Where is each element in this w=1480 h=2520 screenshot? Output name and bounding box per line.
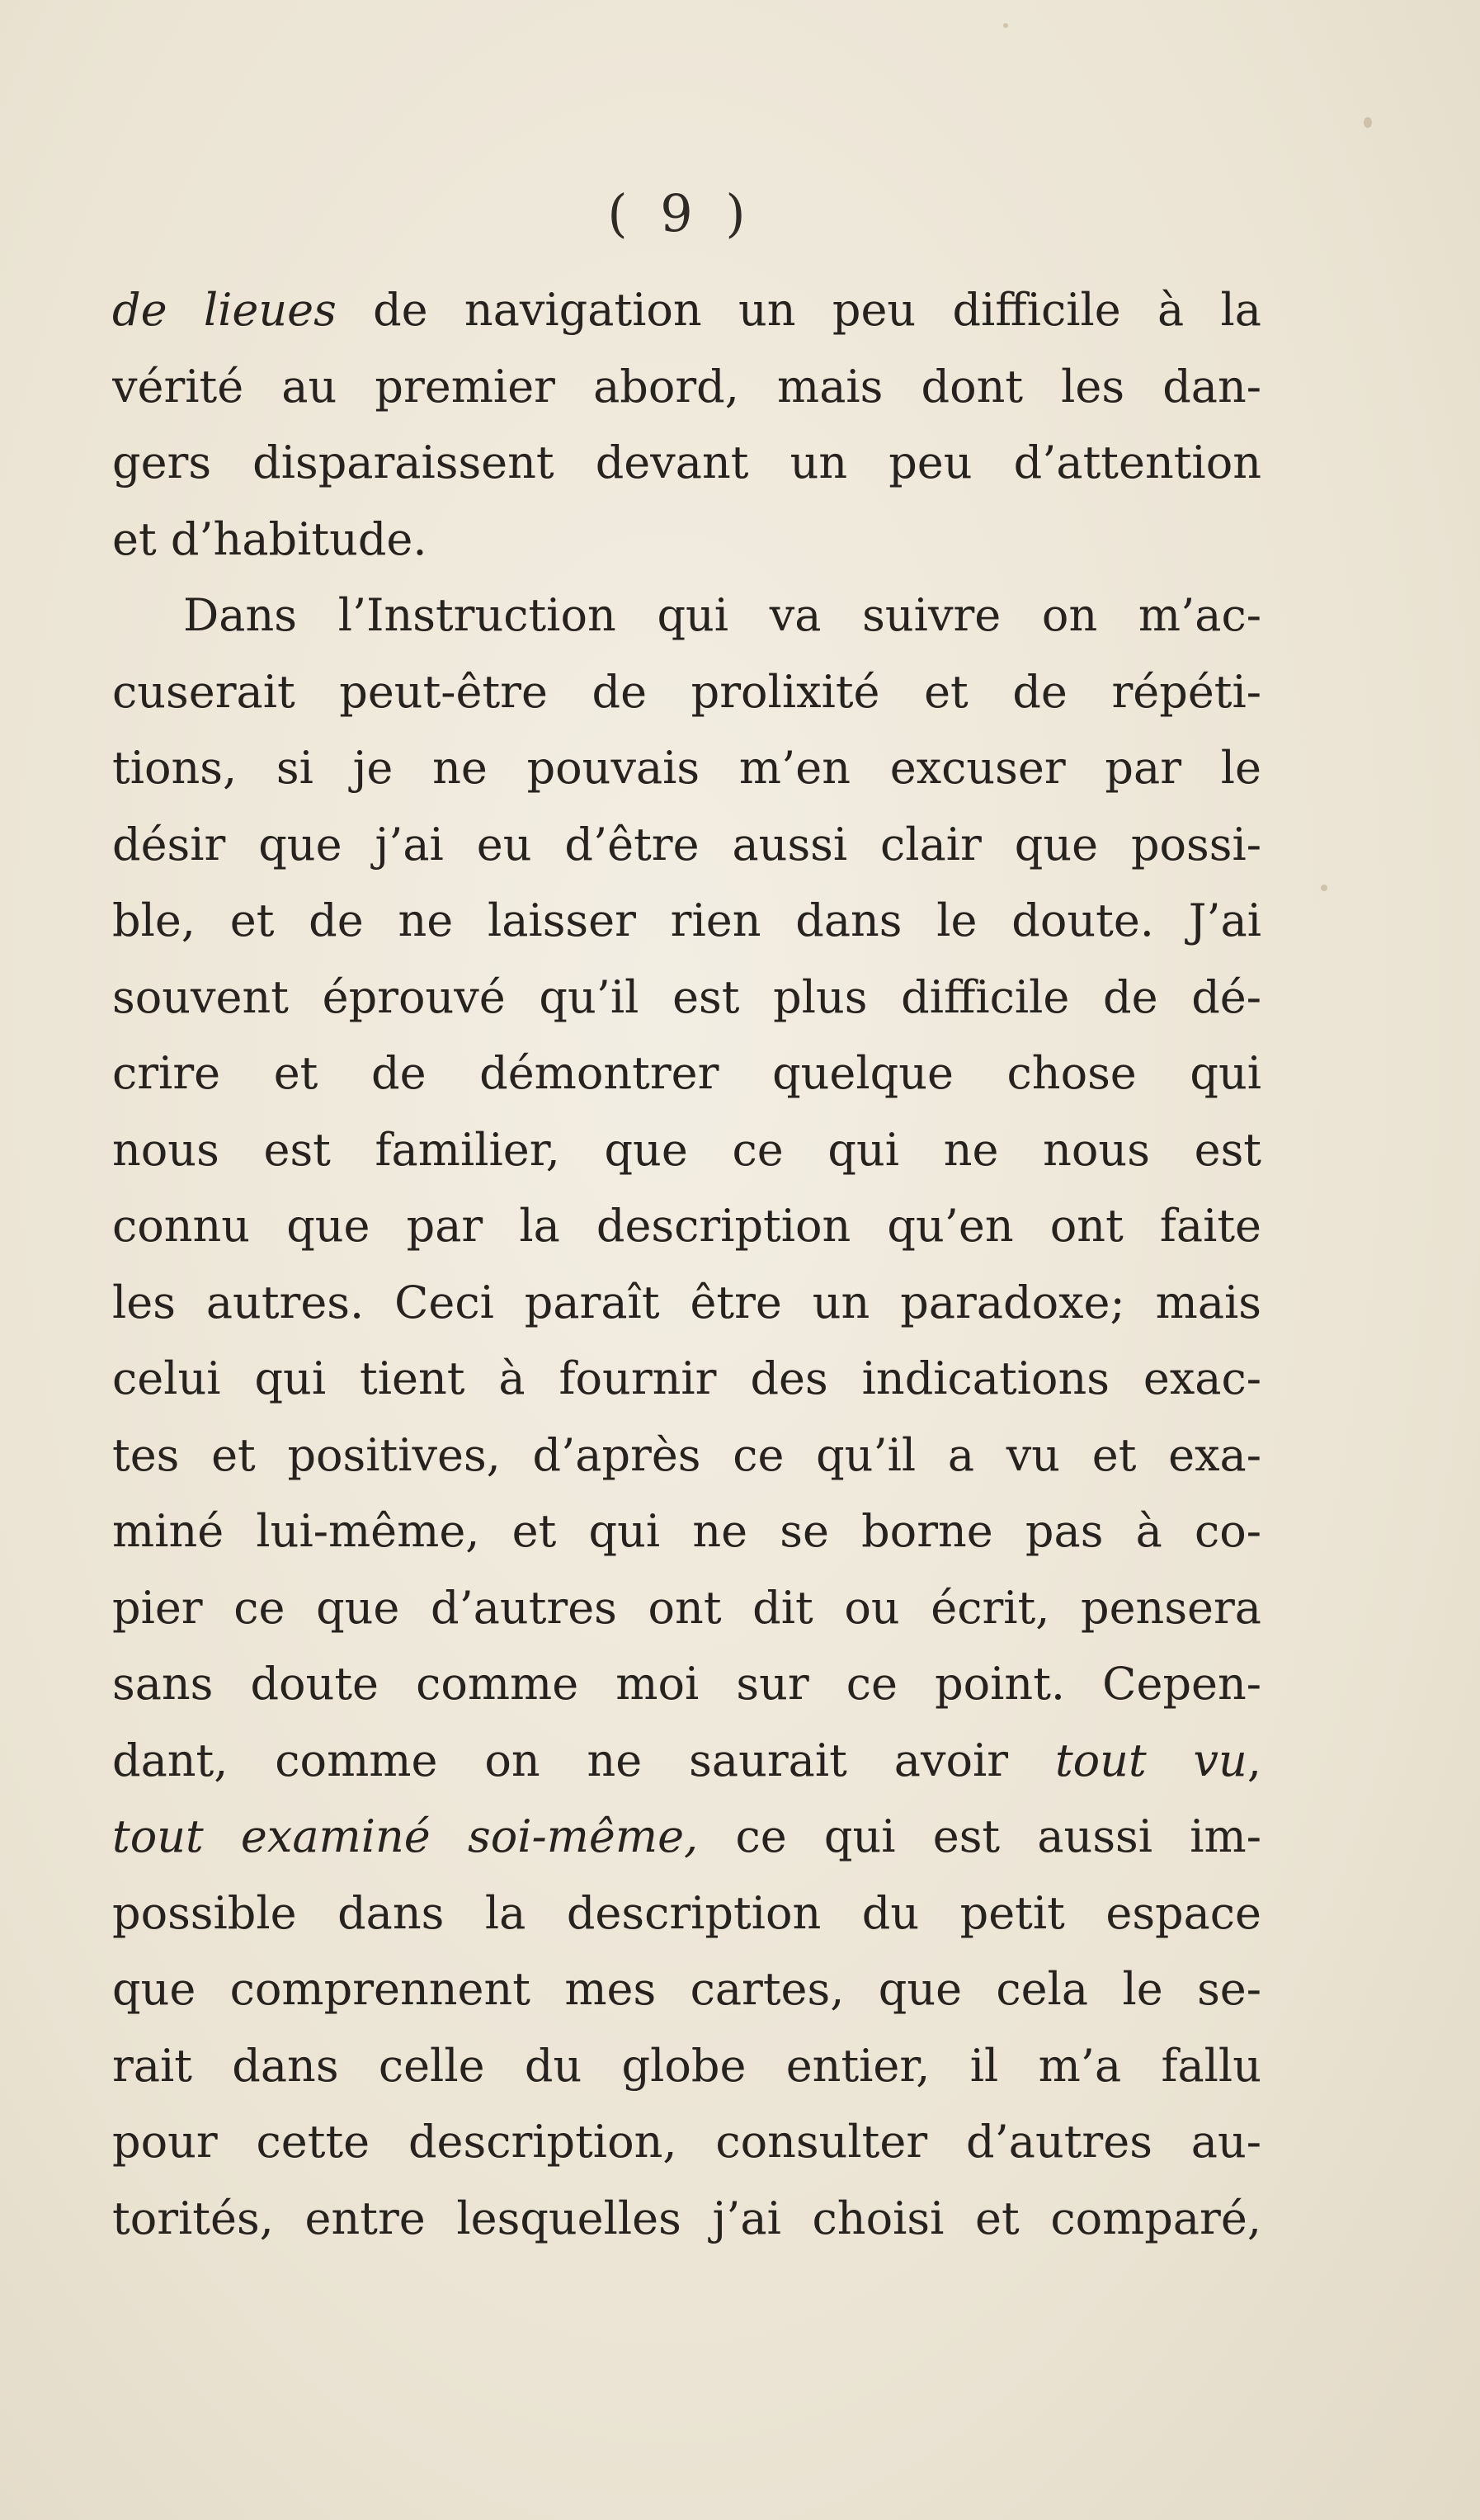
text-line [112, 1494, 1261, 1570]
text-line [112, 2028, 1261, 2105]
text-line [112, 349, 1261, 426]
text-segment: dant, comme on ne saurait avoir [112, 1734, 1055, 1786]
text-segment: les autres. Ceci paraît être un paradoxe; mais [112, 1276, 1261, 1328]
text-line [112, 1341, 1261, 1418]
text-line [112, 272, 1261, 349]
text-line [112, 1646, 1261, 1723]
text-segment: nous est familier, que ce qui ne nous est [112, 1123, 1261, 1176]
text-segment: crire et de démontrer quelque chose qui [112, 1047, 1261, 1099]
text-line [112, 807, 1261, 884]
text-line [112, 654, 1261, 731]
text-line [112, 960, 1261, 1036]
text-line [112, 1112, 1261, 1189]
body-text [112, 272, 1261, 2257]
text-segment: pier ce que d’autres ont dit ou écrit, pensera [112, 1581, 1261, 1634]
text-segment: souvent éprouvé qu’il est plus difficile de dé- [112, 970, 1261, 1023]
text-segment: désir que j’ai eu d’être aussi clair que possi- [112, 818, 1261, 871]
text-segment: possible dans la description du petit espace [112, 1886, 1261, 1939]
text-line [112, 730, 1261, 807]
text-segment: que comprennent mes cartes, que cela le se- [112, 1963, 1261, 2015]
text-segment: , [1247, 1734, 1261, 1786]
page-number: ( 9 ) [607, 183, 754, 243]
text-line [112, 2181, 1261, 2258]
italic-text: de lieues [112, 284, 337, 336]
text-line [112, 1951, 1261, 2028]
text-line [112, 578, 1261, 654]
text-line [112, 502, 1261, 578]
text-segment: ce qui est aussi im- [698, 1810, 1261, 1862]
text-segment: et d’habitude. [112, 512, 427, 565]
text-line [112, 1723, 1261, 1800]
text-segment: connu que par la description qu’en ont faite [112, 1200, 1261, 1252]
italic-text: tout examiné soi-même, [112, 1810, 699, 1862]
text-segment: miné lui-même, et qui ne se borne pas à co- [112, 1505, 1261, 1557]
text-segment: Dans l’Instruction qui va suivre on m’ac- [183, 589, 1261, 641]
text-line [112, 1570, 1261, 1647]
foxing-spot [1003, 23, 1008, 28]
text-line [112, 1188, 1261, 1265]
text-segment: tes et positives, d’après ce qu’il a vu et exa- [112, 1428, 1261, 1481]
text-segment: tions, si je ne pouvais m’en excuser par le [112, 742, 1261, 794]
text-segment: celui qui tient à fournir des indications exac- [112, 1352, 1261, 1404]
text-segment: sans doute comme moi sur ce point. Cepen- [112, 1658, 1261, 1710]
text-segment: de navigation un peu difficile à la [336, 284, 1261, 336]
text-line [112, 1265, 1261, 1342]
text-line [112, 2104, 1261, 2181]
text-segment: ble, et de ne laisser rien dans le doute. J’ai [112, 894, 1261, 946]
text-line [112, 1036, 1261, 1112]
text-segment: cuserait peut-être de prolixité et de répéti- [112, 665, 1261, 718]
text-segment: vérité au premier abord, mais dont les dan- [112, 360, 1261, 413]
italic-text: tout vu [1054, 1734, 1247, 1786]
text-segment: pour cette description, consulter d’autres au- [112, 2116, 1261, 2168]
text-segment: gers disparaissent devant un peu d’attention [112, 437, 1261, 488]
text-line [112, 425, 1261, 502]
text-line [112, 1876, 1261, 1952]
text-segment: torités, entre lesquelles j’ai choisi et comparé, [112, 2192, 1261, 2244]
text-line [112, 883, 1261, 960]
text-line [112, 1799, 1261, 1876]
text-segment: rait dans celle du globe entier, il m’a fallu [112, 2039, 1261, 2092]
text-line [112, 1418, 1261, 1494]
foxing-spot [1364, 117, 1372, 128]
foxing-spot [1321, 885, 1327, 891]
